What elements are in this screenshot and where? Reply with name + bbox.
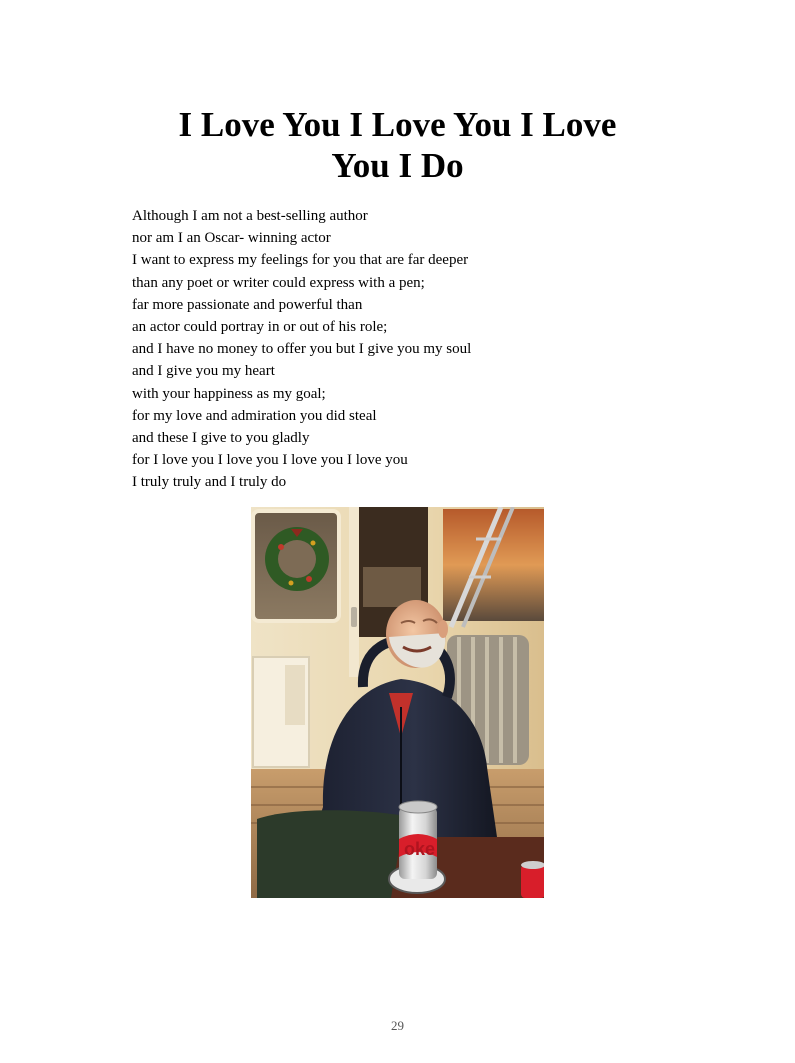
photo-man-on-boat — [251, 507, 544, 898]
poem-line: I want to express my feelings for you that are far deeper — [132, 252, 469, 269]
title-line-1: I Love You I Love You I Love — [178, 105, 617, 144]
poem-body — [132, 205, 692, 494]
poem-line: for my love and admiration you did steal — [132, 407, 377, 424]
poem-line: I truly truly and I truly do — [132, 474, 287, 491]
poem-line: and these I give to you gladly — [132, 430, 310, 447]
page-number: 29 — [391, 1018, 404, 1033]
title-line-2: You I Do — [331, 146, 464, 185]
poem-line: and I give you my heart — [132, 363, 275, 380]
poem-line: an actor could portray in or out of his role; — [132, 319, 388, 336]
poem-line: for I love you I love you I love you I love you — [132, 452, 408, 469]
poem-line: with your happiness as my goal; — [132, 385, 326, 402]
svg-text:oke: oke — [404, 839, 436, 859]
poem-line: far more passionate and powerful than — [132, 296, 363, 313]
poem-line: and I have no money to offer you but I give you my soul — [132, 341, 472, 358]
poem-line: than any poet or writer could express with a pen; — [132, 274, 425, 291]
poem-line: nor am I an Oscar- winning actor — [132, 230, 331, 247]
page-title — [100, 104, 695, 186]
poem-line: Although I am not a best-selling author — [132, 208, 368, 224]
